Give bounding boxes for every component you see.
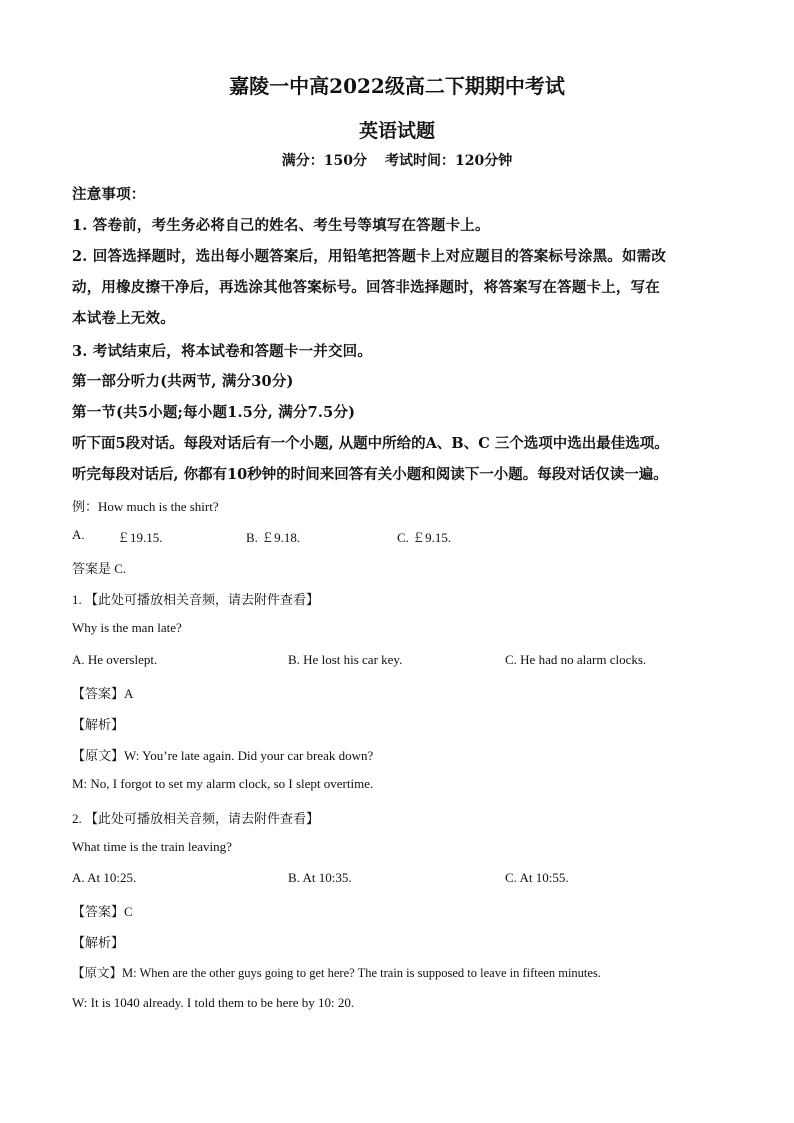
part-heading: 第一部分听力(共两节, 满分30分) xyxy=(72,373,294,390)
instructions-line-2: 听完每段对话后, 你都有10秒钟的时间来回答有关小题和阅读下一小题。每段对话仅读一遍。 xyxy=(72,466,668,483)
example-option-a-label: A. xyxy=(72,527,85,542)
section-heading: 第一节(共5小题;每小题1.5分, 满分7.5分) xyxy=(72,404,356,421)
q2-question: What time is the train leaving? xyxy=(72,839,232,854)
q2-transcript-2: W: It is 1040 already. I told them to be here by 10: 20. xyxy=(72,995,355,1010)
exam-subject: 英语试题 xyxy=(358,120,435,142)
q2-analysis: 【解析】 xyxy=(72,935,125,950)
q2-transcript-1: 【原文】M: When are the other guys going to get here? The train is supposed to leave in fifteen minutes. xyxy=(72,966,601,980)
note-2-line-3: 本试卷上无效。 xyxy=(72,310,175,327)
example-question: 例：How much is the shirt? xyxy=(72,499,219,514)
full-score: 满分：150分 xyxy=(281,153,367,169)
example-option-a: ￡19.15. xyxy=(117,530,163,545)
exam-time: 考试时间：120分钟 xyxy=(385,153,513,169)
example-option-c: C. ￡9.15. xyxy=(397,530,452,545)
q1-question: Why is the man late? xyxy=(72,620,182,635)
q1-option-c: C. He had no alarm clocks. xyxy=(505,652,647,667)
q2-option-b: B. At 10:35. xyxy=(288,870,352,885)
instructions-line-1: 听下面5段对话。每段对话后有一个小题, 从题中所给的A、B、C 三个选项中选出最佳选项。 xyxy=(72,435,669,452)
exam-meta xyxy=(0,150,794,170)
q1-option-b: B. He lost his car key. xyxy=(288,652,403,667)
q1-transcript-1: 【原文】W: You’re late again. Did your car break down? xyxy=(72,748,374,763)
note-2-line-1: 2. 回答选择题时，选出每小题答案后，用铅笔把答题卡上对应题目的答案标号涂黑。如需改 xyxy=(72,248,667,265)
exam-title: 嘉陵一中高2022级高二下期期中考试 xyxy=(229,74,565,98)
note-2-line-2: 动，用橡皮擦干净后，再选涂其他答案标号。回答非选择题时，将答案写在答题卡上，写在 xyxy=(72,279,660,296)
q1-transcript-2: M: No, I forgot to set my alarm clock, so I slept overtime. xyxy=(72,776,374,791)
note-3: 3. 考试结束后，将本试卷和答题卡一并交回。 xyxy=(72,343,373,360)
q2-audio-prompt: 2. 【此处可播放相关音频，请去附件查看】 xyxy=(72,811,320,826)
note-1: 1. 答卷前，考生务必将自己的姓名、考生号等填写在答题卡上。 xyxy=(72,217,490,234)
q1-audio-prompt: 1. 【此处可播放相关音频，请去附件查看】 xyxy=(72,592,320,607)
notes-heading: 注意事项： xyxy=(72,186,146,203)
q1-answer: 【答案】A xyxy=(72,686,134,701)
example-option-b: B. ￡9.18. xyxy=(246,530,301,545)
q1-analysis: 【解析】 xyxy=(72,717,125,732)
q2-option-c: C. At 10:55. xyxy=(505,870,569,885)
example-answer: 答案是 C. xyxy=(72,561,127,576)
q1-option-a: A. He overslept. xyxy=(72,652,158,667)
q2-option-a: A. At 10:25. xyxy=(72,870,137,885)
q2-answer: 【答案】C xyxy=(72,904,133,919)
